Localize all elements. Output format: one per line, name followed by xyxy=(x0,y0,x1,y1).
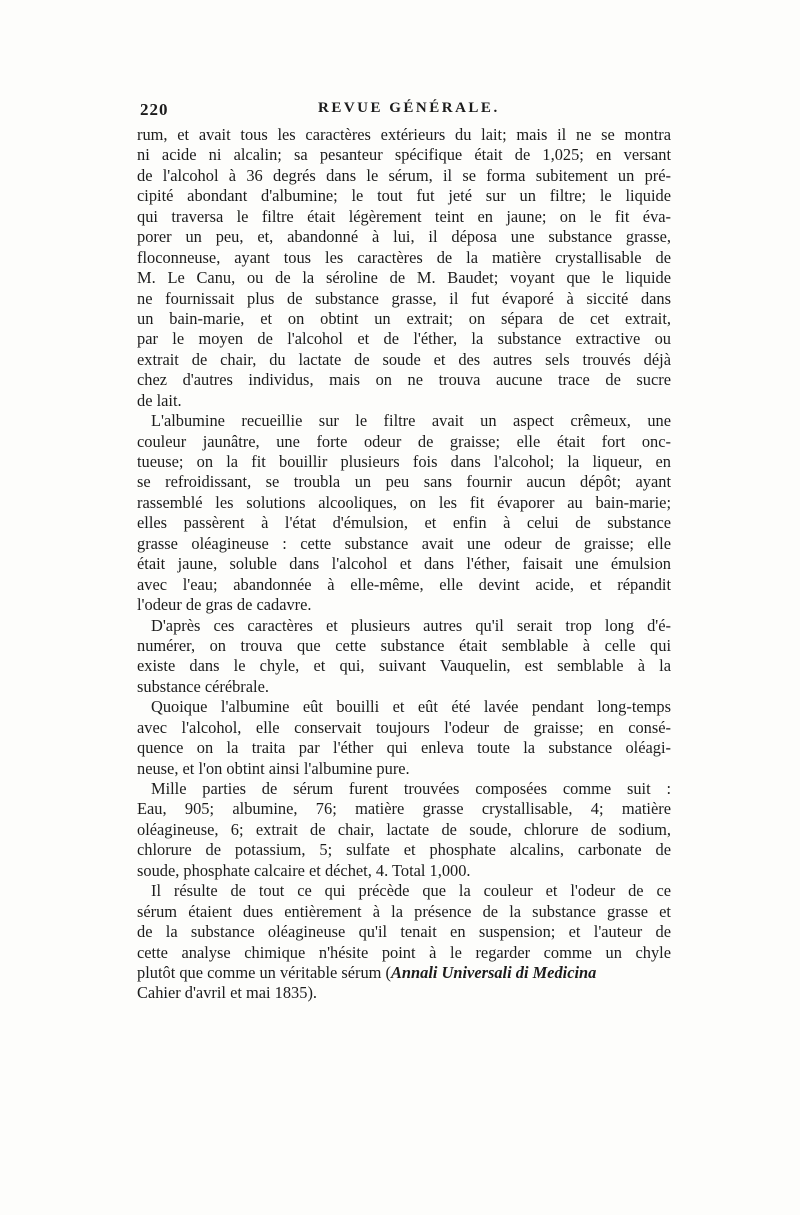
text-line: M. Le Canu, ou de la séroline de M. Baudet; voyant que le liquide xyxy=(137,268,671,288)
citation-title: Annali Universali di Medicina xyxy=(390,962,597,982)
text-line: Mille parties de sérum furent trouvées composées comme suit : xyxy=(151,779,671,798)
text-line: rum, et avait tous les caractères extérieurs du lait; mais il ne se montra xyxy=(137,125,671,144)
text-line: oléagineuse, 6; extrait de chair, lactate de soude, chlorure de sodium, xyxy=(137,819,671,839)
running-title: REVUE GÉNÉRALE. xyxy=(318,100,500,116)
text-line: l'odeur de gras de cadavre. xyxy=(137,595,312,615)
text-line: numérer, on trouva que cette substance était semblable à celle qui xyxy=(137,635,671,655)
text-line: par le moyen de l'alcohol et de l'éther, la substance extractive ou xyxy=(137,329,671,349)
text-line: se refroidissant, se troubla un peu sans fournir aucun dépôt; ayant xyxy=(137,472,671,492)
page-number: 220 xyxy=(140,100,169,119)
text-line: couleur jaunâtre, une forte odeur de graisse; elle était fort onc- xyxy=(137,431,671,451)
text-line: un bain-marie, et on obtint un extrait; on sépara de cet extrait, xyxy=(137,308,671,328)
text-line xyxy=(137,963,671,983)
text-line: qui traversa le filtre était légèrement teint en jaune; on le fit éva- xyxy=(137,206,671,226)
text-line: extrait de chair, du lactate de soude et des autres sels trouvés déjà xyxy=(137,349,671,369)
text-line: existe dans le chyle, et qui, suivant Vauquelin, est semblable à la xyxy=(137,656,671,676)
text-line: Cahier d'avril et mai 1835). xyxy=(137,983,318,1003)
text-line: avec l'alcohol, elle conservait toujours l'odeur de graisse; en consé- xyxy=(137,717,671,737)
text-line: L'albumine recueillie sur le filtre avait un aspect crêmeux, une xyxy=(151,411,671,431)
text-segment: plutôt que comme un véritable sérum ( xyxy=(137,962,391,982)
text-line: avec l'eau; abandonnée à elle-même, elle devint acide, et répandit xyxy=(137,574,671,594)
paragraph xyxy=(137,616,671,698)
text-line: sérum étaient dues entièrement à la présence de la substance grasse et xyxy=(137,901,671,921)
text-line: de l'alcohol à 36 degrés dans le sérum, il se forma subitement un pré- xyxy=(137,165,671,185)
text-line: chlorure de potassium, 5; sulfate et phosphate alcalins, carbonate de xyxy=(137,840,671,860)
paragraph xyxy=(137,125,671,411)
text-line: rassemblé les solutions alcooliques, on les fit évaporer au bain-marie; xyxy=(137,492,671,512)
text-line: D'après ces caractères et plusieurs autres qu'il serait trop long d'é- xyxy=(151,615,671,635)
text-line: ni acide ni alcalin; sa pesanteur spécifique était de 1,025; en versant xyxy=(137,145,671,165)
text-line: porer un peu, et, abandonné à lui, il déposa une substance grasse, xyxy=(137,227,671,247)
paragraph xyxy=(137,411,671,615)
text-line: floconneuse, ayant tous les caractères de la matière crystallisable de xyxy=(137,247,671,267)
text-line: ne fournissait plus de substance grasse, il fut évaporé à siccité dans xyxy=(137,288,671,308)
text-line: était jaune, soluble dans l'alcohol et dans l'éther, faisait une émulsion xyxy=(137,554,671,574)
text-line: quence on la traita par l'éther qui enleva toute la substance oléagi- xyxy=(137,738,671,758)
paragraph xyxy=(137,881,671,1004)
page-header xyxy=(140,100,668,122)
paragraph xyxy=(137,779,671,881)
text-line: elles passèrent à l'état d'émulsion, et enfin à celui de substance xyxy=(137,513,671,533)
text-line: cipité abondant d'albumine; le tout fut jeté sur un filtre; le liquide xyxy=(137,186,671,206)
text-line: chez d'autres individus, mais on ne trouva aucune trace de sucre xyxy=(137,370,671,390)
text-line: de la substance oléagineuse qu'il tenait en suspension; et l'auteur de xyxy=(137,922,671,942)
text-line: Quoique l'albumine eût bouilli et eût été lavée pendant long-temps xyxy=(151,697,671,717)
text-line: grasse oléagineuse : cette substance avait une odeur de graisse; elle xyxy=(137,533,671,553)
text-line: de lait. xyxy=(137,390,182,410)
paragraph xyxy=(137,697,671,779)
body-text xyxy=(137,125,671,1004)
text-line: Eau, 905; albumine, 76; matière grasse crystallisable, 4; matière xyxy=(137,799,671,819)
text-line: Il résulte de tout ce qui précède que la couleur et l'odeur de ce xyxy=(151,881,671,901)
text-line: cette analyse chimique n'hésite point à le regarder comme un chyle xyxy=(137,942,671,962)
text-line: tueuse; on la fit bouillir plusieurs fois dans l'alcohol; la liqueur, en xyxy=(137,452,671,471)
text-line: substance cérébrale. xyxy=(137,676,269,696)
text-line: neuse, et l'on obtint ainsi l'albumine pure. xyxy=(137,758,410,778)
text-line: soude, phosphate calcaire et déchet, 4. Total 1,000. xyxy=(137,860,471,880)
